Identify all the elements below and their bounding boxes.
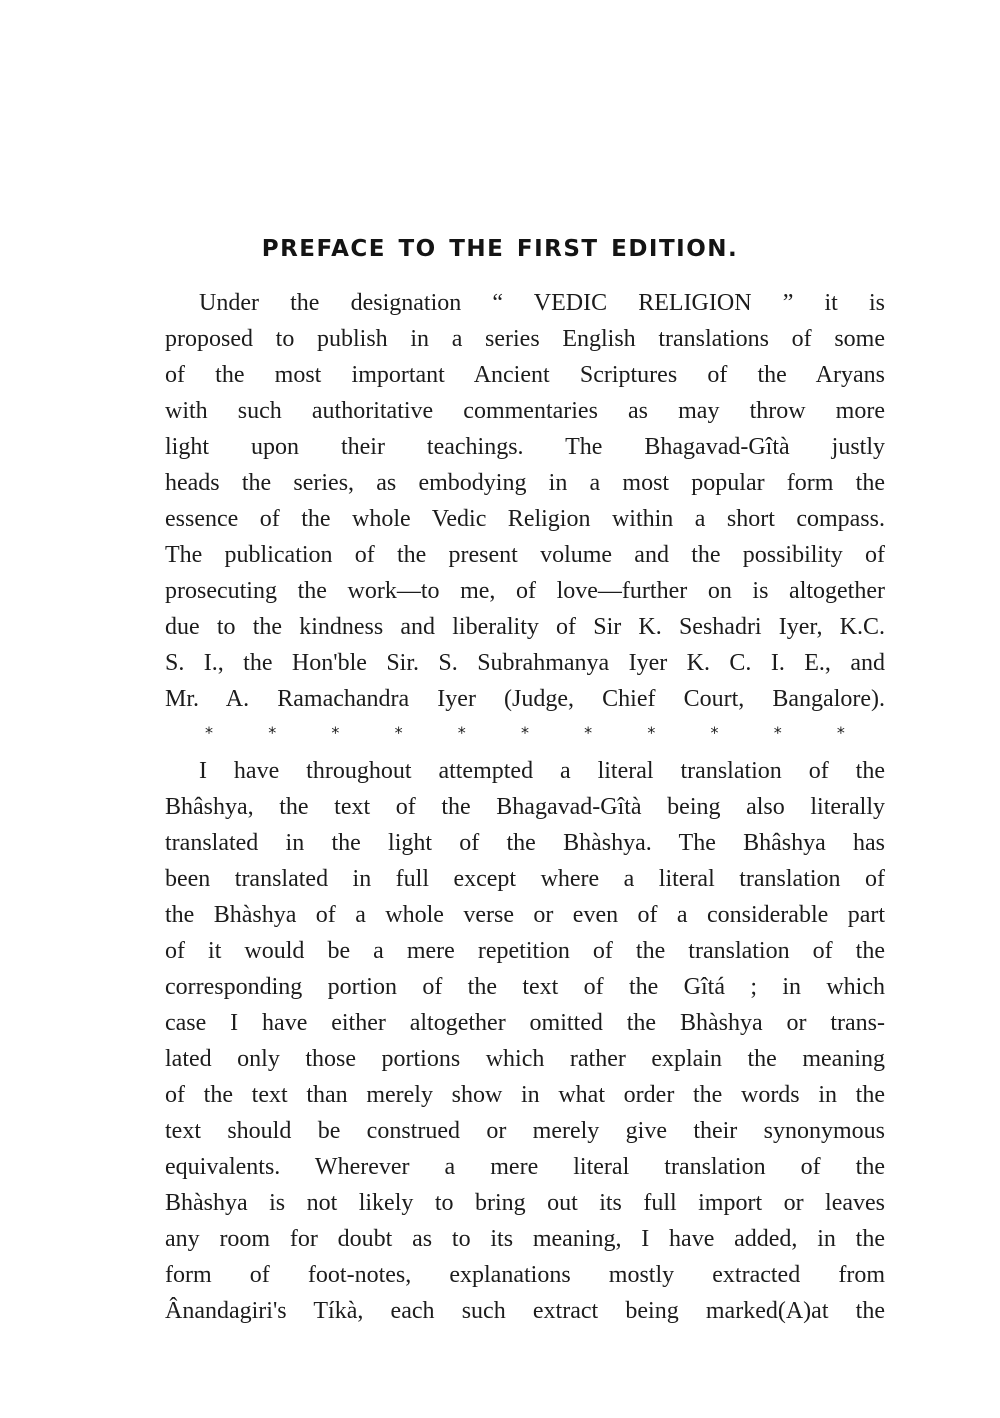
asterisk-mark: *	[584, 723, 593, 742]
text-line: essence of the whole Vedic Religion within a short compass.	[165, 506, 885, 532]
page-title: PREFACE TO THE FIRST EDITION.	[261, 236, 739, 262]
asterisk-mark: *	[331, 723, 340, 742]
text-line: any room for doubt as to its meaning, I have added, in the	[165, 1226, 885, 1252]
text-line: light upon their teachings. The Bhagavad-Gîtà justly	[165, 434, 885, 460]
text-line: heads the series, as embodying in a most popular form the	[165, 470, 885, 496]
asterisk-mark: *	[268, 723, 277, 742]
text-line: proposed to publish in a series English translations of some	[165, 326, 885, 352]
section-separator	[205, 720, 845, 746]
text-line: been translated in full except where a literal translation of	[165, 866, 885, 892]
text-line: of it would be a mere repetition of the translation of the	[165, 938, 885, 964]
text-line: form of foot-notes, explanations mostly extracted from	[165, 1262, 885, 1288]
text-line: I have throughout attempted a literal translation of the	[199, 758, 885, 784]
asterisk-mark: *	[836, 723, 845, 742]
text-line: the Bhàshya of a whole verse or even of a considerable part	[165, 902, 885, 928]
paragraph-second	[165, 753, 885, 1329]
asterisk-mark: *	[710, 723, 719, 742]
text-line: Bhâshya, the text of the Bhagavad-Gîtà being also literally	[165, 794, 885, 820]
asterisk-mark: *	[773, 723, 782, 742]
text-line: S. I., the Hon'ble Sir. S. Subrahmanya Iyer K. C. I. E., and	[165, 650, 885, 676]
text-line: corresponding portion of the text of the Gîtá ; in which	[165, 974, 885, 1000]
text-line: Bhàshya is not likely to bring out its full import or leaves	[165, 1190, 885, 1216]
text-line: of the most important Ancient Scriptures of the Aryans	[165, 362, 885, 388]
text-line: translated in the light of the Bhàshya. The Bhâshya has	[165, 830, 885, 856]
asterisk-mark: *	[457, 723, 466, 742]
text-line: text should be construed or merely give their synonymous	[165, 1118, 885, 1144]
text-line: lated only those portions which rather explain the meaning	[165, 1046, 885, 1072]
text-line: case I have either altogether omitted the Bhàshya or trans-	[165, 1010, 885, 1036]
asterisk-mark: *	[520, 723, 529, 742]
text-line: Under the designation “ VEDIC RELIGION ” it is	[199, 290, 885, 316]
text-line: prosecuting the work—to me, of love—further on is altogether	[165, 578, 885, 604]
text-line: Mr. A. Ramachandra Iyer (Judge, Chief Court, Bangalore).	[165, 686, 885, 712]
asterisk-mark: *	[647, 723, 656, 742]
text-line: equivalents. Wherever a mere literal translation of the	[165, 1154, 885, 1180]
asterisk-mark: *	[205, 723, 213, 742]
text-line: Ânandagiri's Tíkà, each such extract being marked(A)at the	[165, 1298, 885, 1324]
paragraph-first	[165, 285, 885, 717]
text-line: with such authoritative commentaries as may throw more	[165, 398, 885, 424]
text-line: due to the kindness and liberality of Sir K. Seshadri Iyer, K.C.	[165, 614, 885, 640]
asterisk-mark: *	[394, 723, 403, 742]
text-line: of the text than merely show in what order the words in the	[165, 1082, 885, 1108]
text-line: The publication of the present volume and the possibility of	[165, 542, 885, 568]
